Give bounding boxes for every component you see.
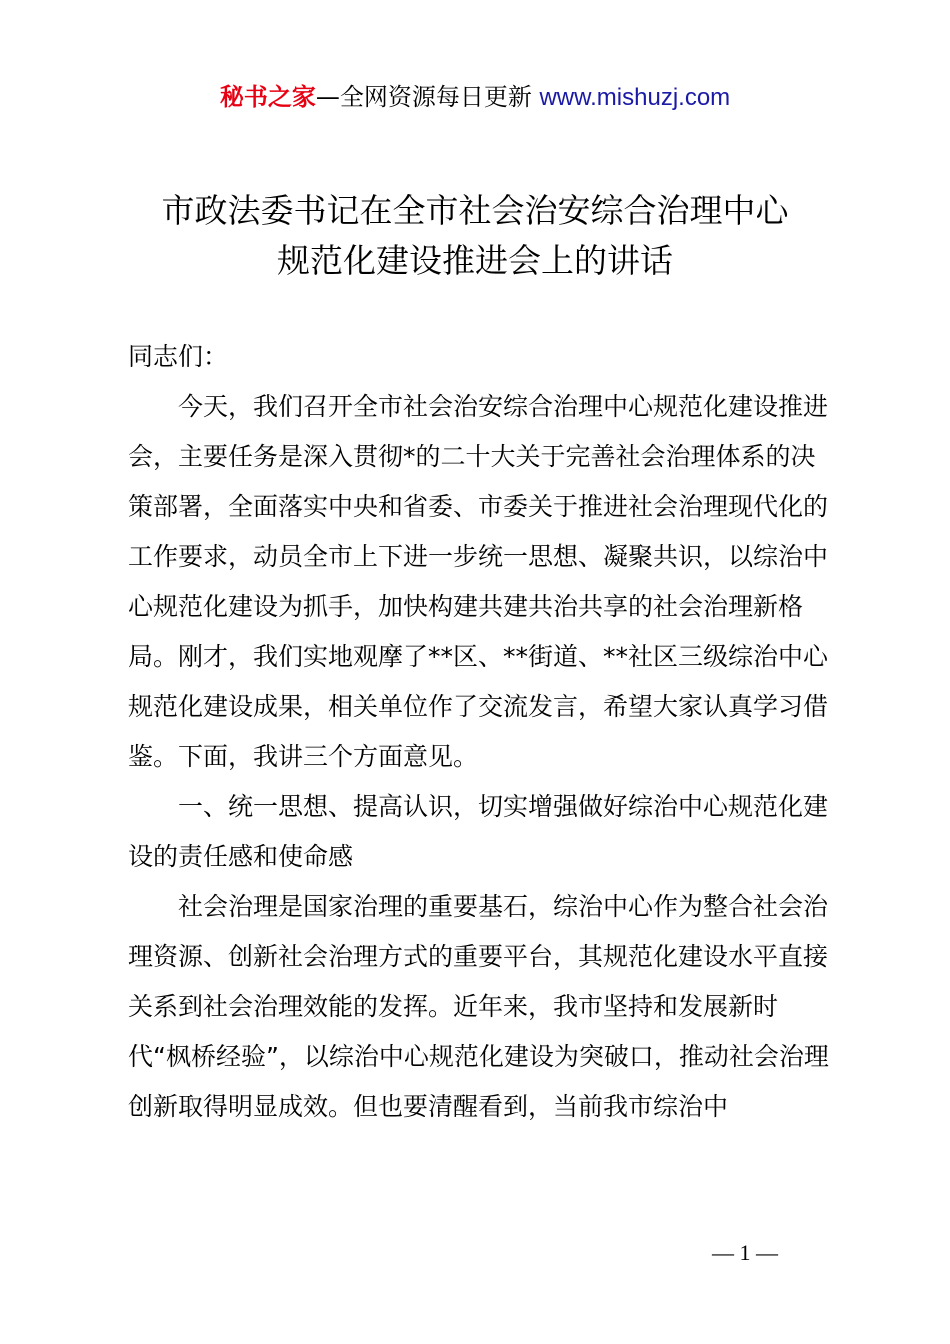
document-body <box>128 332 838 1132</box>
header-tagline: —全网资源每日更新 <box>315 83 532 111</box>
salutation: 同志们： <box>128 342 229 371</box>
document-title-line-1: 市政法委书记在全市社会治安综合治理中心 <box>161 191 789 230</box>
site-url-link[interactable]: www.mishuzj.com <box>539 84 731 111</box>
page-number: — 1 — <box>712 1240 778 1265</box>
paragraph-intro: 今天，我们召开全市社会治安综合治理中心规范化建设推进会，主要任务是深入贯彻*的二十大关于完善社会治理体系的决策部署，全面落实中央和省委、市委关于推进社会治理现代化的工作要求，动员全市上下进一步统一思想、凝聚共识，以综治中心规范化建设为抓手，加快构建共建共治共享的社会治理新格局。刚才，我们实地观摩了**区、**街道、**社区三级综治中心规范化建设成果，相关单位作了交流发言，希望大家认真学习借鉴。下面，我讲三个方面意见。 <box>128 392 829 771</box>
document-title <box>0 186 950 286</box>
section-heading-1: 一、统一思想、提高认识，切实增强做好综治中心规范化建设的责任感和使命感 <box>128 792 829 871</box>
paragraph-section-1: 社会治理是国家治理的重要基石，综治中心作为整合社会治理资源、创新社会治理方式的重要平台，其规范化建设水平直接关系到社会治理效能的发挥。近年来，我市坚持和发展新时代“枫桥经验”，以综治中心规范化建设为突破口，推动社会治理创新取得明显成效。但也要清醒看到，当前我市综治中 <box>128 892 829 1121</box>
brand-name: 秘书之家 <box>219 83 316 111</box>
document-title-line-2: 规范化建设推进会上的讲话 <box>277 241 673 280</box>
site-header <box>0 80 950 115</box>
